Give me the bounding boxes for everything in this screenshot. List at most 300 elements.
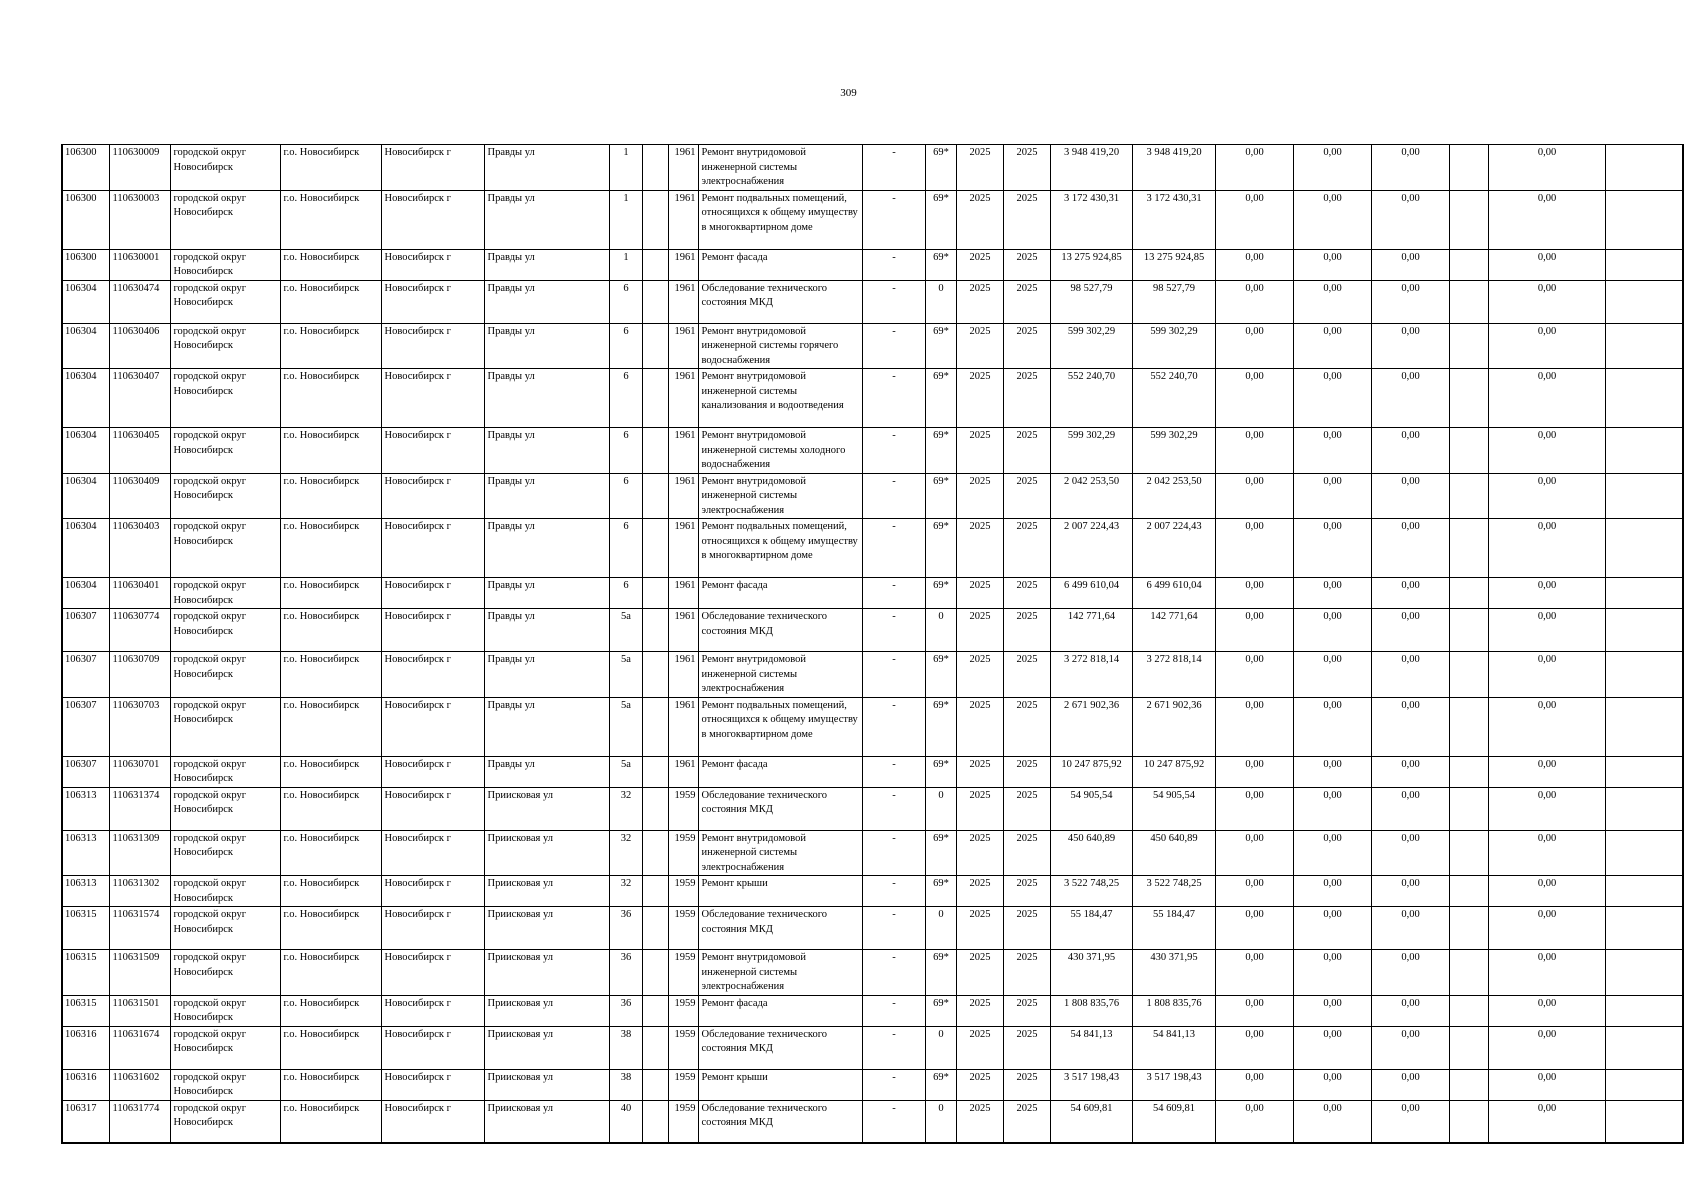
cell-house-number: 32 xyxy=(609,876,642,907)
cell-empty xyxy=(1449,652,1488,698)
cell-house-id: 110630703 xyxy=(109,697,170,756)
cell-municipality: городской округ Новосибирск xyxy=(170,280,280,323)
table-row xyxy=(62,145,1683,191)
cell-street: Правды ул xyxy=(484,428,609,474)
cell-house-number: 6 xyxy=(609,369,642,428)
cell-city: Новосибирск г xyxy=(381,280,484,323)
cell-settlement-type: г.о. Новосибирск xyxy=(280,249,381,280)
cell-empty xyxy=(1449,697,1488,756)
cell-build-year: 1959 xyxy=(668,830,698,876)
cell-year-to: 2025 xyxy=(1003,473,1050,519)
cell-empty xyxy=(642,950,668,996)
cell-value-3: 0,00 xyxy=(1371,907,1449,950)
cell-street: Правды ул xyxy=(484,519,609,578)
cell-house-id: 110631302 xyxy=(109,876,170,907)
cell-settlement-type: г.о. Новосибирск xyxy=(280,609,381,652)
table-row xyxy=(62,995,1683,1026)
cell-house-id: 110630474 xyxy=(109,280,170,323)
cell-value-1: 0,00 xyxy=(1215,473,1293,519)
cell-year-to: 2025 xyxy=(1003,995,1050,1026)
cell-amount: 55 184,47 xyxy=(1132,907,1215,950)
cell-settlement-type: г.о. Новосибирск xyxy=(280,190,381,249)
cell-empty xyxy=(642,787,668,830)
cell-value-3: 0,00 xyxy=(1371,995,1449,1026)
cell-value-4: 0,00 xyxy=(1488,249,1605,280)
cell-empty xyxy=(642,830,668,876)
cell-house-number: 5а xyxy=(609,652,642,698)
cell-percent: 0 xyxy=(925,1100,956,1143)
cell-value-1: 0,00 xyxy=(1215,519,1293,578)
cell-street: Приисковая ул xyxy=(484,907,609,950)
cell-total-cost: 3 172 430,31 xyxy=(1050,190,1132,249)
cell-value-2: 0,00 xyxy=(1293,756,1371,787)
cell-empty xyxy=(1605,519,1683,578)
cell-house-id: 110630403 xyxy=(109,519,170,578)
cell-dash: - xyxy=(862,995,925,1026)
cell-empty xyxy=(1605,950,1683,996)
cell-value-3: 0,00 xyxy=(1371,428,1449,474)
cell-value-2: 0,00 xyxy=(1293,190,1371,249)
table-row xyxy=(62,473,1683,519)
cell-percent: 69* xyxy=(925,578,956,609)
cell-value-4: 0,00 xyxy=(1488,369,1605,428)
cell-municipality: городской округ Новосибирск xyxy=(170,369,280,428)
cell-amount: 13 275 924,85 xyxy=(1132,249,1215,280)
cell-build-year: 1961 xyxy=(668,756,698,787)
cell-value-1: 0,00 xyxy=(1215,323,1293,369)
cell-empty xyxy=(1449,473,1488,519)
cell-municipality: городской округ Новосибирск xyxy=(170,1026,280,1069)
cell-empty xyxy=(642,697,668,756)
cell-total-cost: 430 371,95 xyxy=(1050,950,1132,996)
cell-empty xyxy=(1605,652,1683,698)
cell-city: Новосибирск г xyxy=(381,652,484,698)
table-row xyxy=(62,830,1683,876)
cell-year-from: 2025 xyxy=(956,190,1003,249)
cell-work-type: Ремонт фасада xyxy=(698,249,862,280)
cell-city: Новосибирск г xyxy=(381,609,484,652)
cell-year-from: 2025 xyxy=(956,145,1003,191)
cell-percent: 0 xyxy=(925,1026,956,1069)
cell-dash: - xyxy=(862,1100,925,1143)
cell-dash: - xyxy=(862,249,925,280)
cell-dash: - xyxy=(862,578,925,609)
cell-code: 106307 xyxy=(62,756,109,787)
cell-house-id: 110630003 xyxy=(109,190,170,249)
cell-build-year: 1961 xyxy=(668,697,698,756)
cell-street: Приисковая ул xyxy=(484,787,609,830)
cell-value-3: 0,00 xyxy=(1371,369,1449,428)
table-row xyxy=(62,876,1683,907)
cell-amount: 1 808 835,76 xyxy=(1132,995,1215,1026)
cell-dash: - xyxy=(862,1026,925,1069)
cell-empty xyxy=(1605,280,1683,323)
cell-empty xyxy=(1605,369,1683,428)
cell-build-year: 1961 xyxy=(668,323,698,369)
cell-code: 106307 xyxy=(62,652,109,698)
cell-dash: - xyxy=(862,428,925,474)
cell-house-id: 110631309 xyxy=(109,830,170,876)
cell-house-number: 1 xyxy=(609,190,642,249)
cell-house-number: 6 xyxy=(609,519,642,578)
cell-empty xyxy=(642,1026,668,1069)
cell-year-to: 2025 xyxy=(1003,756,1050,787)
table-row xyxy=(62,249,1683,280)
cell-value-3: 0,00 xyxy=(1371,190,1449,249)
table-row xyxy=(62,1026,1683,1069)
cell-dash: - xyxy=(862,1069,925,1100)
cell-total-cost: 599 302,29 xyxy=(1050,323,1132,369)
cell-value-2: 0,00 xyxy=(1293,145,1371,191)
cell-street: Приисковая ул xyxy=(484,1069,609,1100)
cell-house-number: 5а xyxy=(609,697,642,756)
cell-dash: - xyxy=(862,519,925,578)
cell-work-type: Ремонт внутридомовой инженерной системы горячего водоснабжения xyxy=(698,323,862,369)
table-row xyxy=(62,756,1683,787)
cell-value-4: 0,00 xyxy=(1488,995,1605,1026)
cell-year-from: 2025 xyxy=(956,369,1003,428)
cell-empty xyxy=(1605,756,1683,787)
cell-year-to: 2025 xyxy=(1003,323,1050,369)
cell-build-year: 1959 xyxy=(668,995,698,1026)
cell-street: Приисковая ул xyxy=(484,1100,609,1143)
cell-house-number: 5а xyxy=(609,609,642,652)
cell-settlement-type: г.о. Новосибирск xyxy=(280,1100,381,1143)
cell-value-1: 0,00 xyxy=(1215,249,1293,280)
cell-total-cost: 142 771,64 xyxy=(1050,609,1132,652)
cell-house-number: 32 xyxy=(609,787,642,830)
cell-percent: 69* xyxy=(925,652,956,698)
cell-value-2: 0,00 xyxy=(1293,1100,1371,1143)
cell-year-to: 2025 xyxy=(1003,145,1050,191)
cell-house-id: 110631374 xyxy=(109,787,170,830)
cell-year-to: 2025 xyxy=(1003,876,1050,907)
cell-house-number: 38 xyxy=(609,1026,642,1069)
cell-value-1: 0,00 xyxy=(1215,1026,1293,1069)
page-number: 309 xyxy=(840,87,857,99)
cell-dash: - xyxy=(862,907,925,950)
cell-value-2: 0,00 xyxy=(1293,473,1371,519)
cell-percent: 69* xyxy=(925,950,956,996)
cell-work-type: Ремонт внутридомовой инженерной системы электроснабжения xyxy=(698,652,862,698)
cell-house-id: 110631602 xyxy=(109,1069,170,1100)
cell-value-2: 0,00 xyxy=(1293,609,1371,652)
cell-year-to: 2025 xyxy=(1003,652,1050,698)
cell-year-to: 2025 xyxy=(1003,190,1050,249)
cell-value-4: 0,00 xyxy=(1488,519,1605,578)
cell-year-from: 2025 xyxy=(956,697,1003,756)
cell-municipality: городской округ Новосибирск xyxy=(170,473,280,519)
cell-empty xyxy=(642,652,668,698)
cell-value-2: 0,00 xyxy=(1293,578,1371,609)
cell-street: Правды ул xyxy=(484,249,609,280)
cell-dash: - xyxy=(862,190,925,249)
cell-value-4: 0,00 xyxy=(1488,1026,1605,1069)
cell-house-id: 110630405 xyxy=(109,428,170,474)
cell-work-type: Ремонт внутридомовой инженерной системы холодного водоснабжения xyxy=(698,428,862,474)
cell-year-to: 2025 xyxy=(1003,249,1050,280)
cell-build-year: 1961 xyxy=(668,280,698,323)
cell-build-year: 1959 xyxy=(668,1026,698,1069)
cell-empty xyxy=(642,609,668,652)
cell-value-3: 0,00 xyxy=(1371,876,1449,907)
cell-percent: 0 xyxy=(925,609,956,652)
cell-total-cost: 2 007 224,43 xyxy=(1050,519,1132,578)
cell-value-1: 0,00 xyxy=(1215,697,1293,756)
cell-work-type: Обследование технического состояния МКД xyxy=(698,1026,862,1069)
cell-dash: - xyxy=(862,323,925,369)
cell-amount: 3 272 818,14 xyxy=(1132,652,1215,698)
table-row xyxy=(62,609,1683,652)
cell-value-1: 0,00 xyxy=(1215,145,1293,191)
cell-empty xyxy=(642,473,668,519)
cell-empty xyxy=(1605,145,1683,191)
cell-empty xyxy=(1449,519,1488,578)
cell-settlement-type: г.о. Новосибирск xyxy=(280,1026,381,1069)
cell-value-2: 0,00 xyxy=(1293,280,1371,323)
cell-value-4: 0,00 xyxy=(1488,787,1605,830)
cell-year-to: 2025 xyxy=(1003,1026,1050,1069)
cell-house-number: 1 xyxy=(609,145,642,191)
cell-total-cost: 13 275 924,85 xyxy=(1050,249,1132,280)
cell-amount: 2 671 902,36 xyxy=(1132,697,1215,756)
cell-empty xyxy=(1449,280,1488,323)
cell-empty xyxy=(1449,578,1488,609)
cell-build-year: 1961 xyxy=(668,369,698,428)
cell-code: 106313 xyxy=(62,787,109,830)
cell-work-type: Ремонт внутридомовой инженерной системы электроснабжения xyxy=(698,145,862,191)
cell-percent: 0 xyxy=(925,907,956,950)
cell-value-3: 0,00 xyxy=(1371,787,1449,830)
cell-amount: 3 948 419,20 xyxy=(1132,145,1215,191)
cell-build-year: 1961 xyxy=(668,473,698,519)
cell-percent: 69* xyxy=(925,145,956,191)
cell-value-4: 0,00 xyxy=(1488,652,1605,698)
cell-municipality: городской округ Новосибирск xyxy=(170,1100,280,1143)
cell-code: 106317 xyxy=(62,1100,109,1143)
cell-work-type: Ремонт подвальных помещений, относящихся к общему имуществу в многоквартирном доме xyxy=(698,519,862,578)
cell-value-1: 0,00 xyxy=(1215,787,1293,830)
cell-value-3: 0,00 xyxy=(1371,145,1449,191)
table-row xyxy=(62,1100,1683,1143)
cell-value-4: 0,00 xyxy=(1488,428,1605,474)
cell-year-to: 2025 xyxy=(1003,578,1050,609)
cell-year-to: 2025 xyxy=(1003,787,1050,830)
table-row xyxy=(62,1069,1683,1100)
cell-empty xyxy=(1605,697,1683,756)
cell-value-2: 0,00 xyxy=(1293,428,1371,474)
cell-empty xyxy=(1449,907,1488,950)
cell-value-4: 0,00 xyxy=(1488,907,1605,950)
cell-total-cost: 55 184,47 xyxy=(1050,907,1132,950)
cell-city: Новосибирск г xyxy=(381,950,484,996)
cell-year-to: 2025 xyxy=(1003,830,1050,876)
cell-amount: 450 640,89 xyxy=(1132,830,1215,876)
cell-house-number: 36 xyxy=(609,995,642,1026)
cell-house-number: 6 xyxy=(609,280,642,323)
cell-empty xyxy=(642,145,668,191)
cell-work-type: Обследование технического состояния МКД xyxy=(698,1100,862,1143)
cell-city: Новосибирск г xyxy=(381,578,484,609)
cell-municipality: городской округ Новосибирск xyxy=(170,787,280,830)
cell-empty xyxy=(1449,787,1488,830)
cell-house-number: 5а xyxy=(609,756,642,787)
cell-municipality: городской округ Новосибирск xyxy=(170,578,280,609)
cell-street: Правды ул xyxy=(484,609,609,652)
cell-house-number: 40 xyxy=(609,1100,642,1143)
cell-value-4: 0,00 xyxy=(1488,950,1605,996)
cell-code: 106304 xyxy=(62,369,109,428)
cell-city: Новосибирск г xyxy=(381,1069,484,1100)
cell-house-id: 110631774 xyxy=(109,1100,170,1143)
cell-year-from: 2025 xyxy=(956,756,1003,787)
cell-value-4: 0,00 xyxy=(1488,830,1605,876)
cell-empty xyxy=(1605,995,1683,1026)
cell-value-4: 0,00 xyxy=(1488,1100,1605,1143)
cell-year-from: 2025 xyxy=(956,519,1003,578)
cell-year-from: 2025 xyxy=(956,249,1003,280)
cell-city: Новосибирск г xyxy=(381,249,484,280)
cell-settlement-type: г.о. Новосибирск xyxy=(280,323,381,369)
table-row xyxy=(62,280,1683,323)
cell-street: Приисковая ул xyxy=(484,830,609,876)
cell-value-1: 0,00 xyxy=(1215,907,1293,950)
cell-year-to: 2025 xyxy=(1003,1069,1050,1100)
cell-dash: - xyxy=(862,369,925,428)
cell-build-year: 1961 xyxy=(668,249,698,280)
cell-work-type: Обследование технического состояния МКД xyxy=(698,280,862,323)
cell-total-cost: 54 905,54 xyxy=(1050,787,1132,830)
cell-percent: 69* xyxy=(925,697,956,756)
cell-code: 106304 xyxy=(62,280,109,323)
cell-street: Правды ул xyxy=(484,697,609,756)
cell-build-year: 1961 xyxy=(668,609,698,652)
cell-work-type: Ремонт подвальных помещений, относящихся к общему имуществу в многоквартирном доме xyxy=(698,190,862,249)
cell-total-cost: 2 671 902,36 xyxy=(1050,697,1132,756)
cell-percent: 69* xyxy=(925,519,956,578)
cell-work-type: Ремонт подвальных помещений, относящихся к общему имуществу в многоквартирном доме xyxy=(698,697,862,756)
cell-city: Новосибирск г xyxy=(381,830,484,876)
cell-build-year: 1959 xyxy=(668,907,698,950)
cell-amount: 430 371,95 xyxy=(1132,950,1215,996)
table-row xyxy=(62,190,1683,249)
cell-empty xyxy=(1605,1100,1683,1143)
cell-value-2: 0,00 xyxy=(1293,830,1371,876)
cell-year-from: 2025 xyxy=(956,652,1003,698)
cell-dash: - xyxy=(862,697,925,756)
cell-settlement-type: г.о. Новосибирск xyxy=(280,950,381,996)
cell-empty xyxy=(1605,787,1683,830)
cell-city: Новосибирск г xyxy=(381,473,484,519)
cell-total-cost: 3 522 748,25 xyxy=(1050,876,1132,907)
cell-empty xyxy=(1449,323,1488,369)
cell-code: 106313 xyxy=(62,876,109,907)
cell-value-1: 0,00 xyxy=(1215,1100,1293,1143)
cell-value-3: 0,00 xyxy=(1371,609,1449,652)
table-row xyxy=(62,652,1683,698)
table-row xyxy=(62,369,1683,428)
cell-municipality: городской округ Новосибирск xyxy=(170,652,280,698)
repair-schedule-table xyxy=(61,144,1684,1144)
cell-build-year: 1959 xyxy=(668,1069,698,1100)
cell-street: Приисковая ул xyxy=(484,876,609,907)
cell-empty xyxy=(1605,428,1683,474)
cell-amount: 98 527,79 xyxy=(1132,280,1215,323)
table-row xyxy=(62,323,1683,369)
cell-municipality: городской округ Новосибирск xyxy=(170,519,280,578)
cell-year-from: 2025 xyxy=(956,578,1003,609)
cell-percent: 69* xyxy=(925,473,956,519)
cell-total-cost: 54 609,81 xyxy=(1050,1100,1132,1143)
cell-code: 106304 xyxy=(62,323,109,369)
cell-house-number: 32 xyxy=(609,830,642,876)
cell-code: 106316 xyxy=(62,1026,109,1069)
cell-value-2: 0,00 xyxy=(1293,907,1371,950)
cell-percent: 69* xyxy=(925,428,956,474)
cell-value-3: 0,00 xyxy=(1371,280,1449,323)
cell-empty xyxy=(642,249,668,280)
cell-code: 106315 xyxy=(62,995,109,1026)
cell-settlement-type: г.о. Новосибирск xyxy=(280,787,381,830)
cell-percent: 69* xyxy=(925,323,956,369)
cell-street: Правды ул xyxy=(484,473,609,519)
cell-value-3: 0,00 xyxy=(1371,578,1449,609)
cell-amount: 6 499 610,04 xyxy=(1132,578,1215,609)
cell-value-1: 0,00 xyxy=(1215,652,1293,698)
cell-street: Правды ул xyxy=(484,280,609,323)
cell-dash: - xyxy=(862,876,925,907)
cell-empty xyxy=(642,428,668,474)
cell-municipality: городской округ Новосибирск xyxy=(170,145,280,191)
table-row xyxy=(62,519,1683,578)
cell-work-type: Ремонт крыши xyxy=(698,1069,862,1100)
cell-amount: 54 905,54 xyxy=(1132,787,1215,830)
cell-empty xyxy=(642,190,668,249)
cell-value-2: 0,00 xyxy=(1293,876,1371,907)
cell-value-3: 0,00 xyxy=(1371,697,1449,756)
cell-total-cost: 2 042 253,50 xyxy=(1050,473,1132,519)
cell-settlement-type: г.о. Новосибирск xyxy=(280,876,381,907)
cell-city: Новосибирск г xyxy=(381,369,484,428)
cell-empty xyxy=(642,369,668,428)
cell-amount: 3 522 748,25 xyxy=(1132,876,1215,907)
cell-empty xyxy=(1605,249,1683,280)
cell-empty xyxy=(1605,473,1683,519)
cell-value-1: 0,00 xyxy=(1215,190,1293,249)
cell-dash: - xyxy=(862,756,925,787)
cell-empty xyxy=(1605,190,1683,249)
cell-house-id: 110630774 xyxy=(109,609,170,652)
cell-code: 106316 xyxy=(62,1069,109,1100)
cell-house-id: 110630406 xyxy=(109,323,170,369)
cell-value-1: 0,00 xyxy=(1215,280,1293,323)
cell-empty xyxy=(1449,609,1488,652)
cell-value-3: 0,00 xyxy=(1371,249,1449,280)
cell-house-number: 36 xyxy=(609,950,642,996)
cell-percent: 69* xyxy=(925,1069,956,1100)
cell-year-from: 2025 xyxy=(956,1069,1003,1100)
cell-city: Новосибирск г xyxy=(381,519,484,578)
cell-value-1: 0,00 xyxy=(1215,369,1293,428)
cell-amount: 599 302,29 xyxy=(1132,323,1215,369)
cell-dash: - xyxy=(862,609,925,652)
cell-year-to: 2025 xyxy=(1003,950,1050,996)
cell-city: Новосибирск г xyxy=(381,876,484,907)
cell-build-year: 1961 xyxy=(668,190,698,249)
cell-value-1: 0,00 xyxy=(1215,950,1293,996)
cell-value-2: 0,00 xyxy=(1293,950,1371,996)
cell-value-2: 0,00 xyxy=(1293,697,1371,756)
